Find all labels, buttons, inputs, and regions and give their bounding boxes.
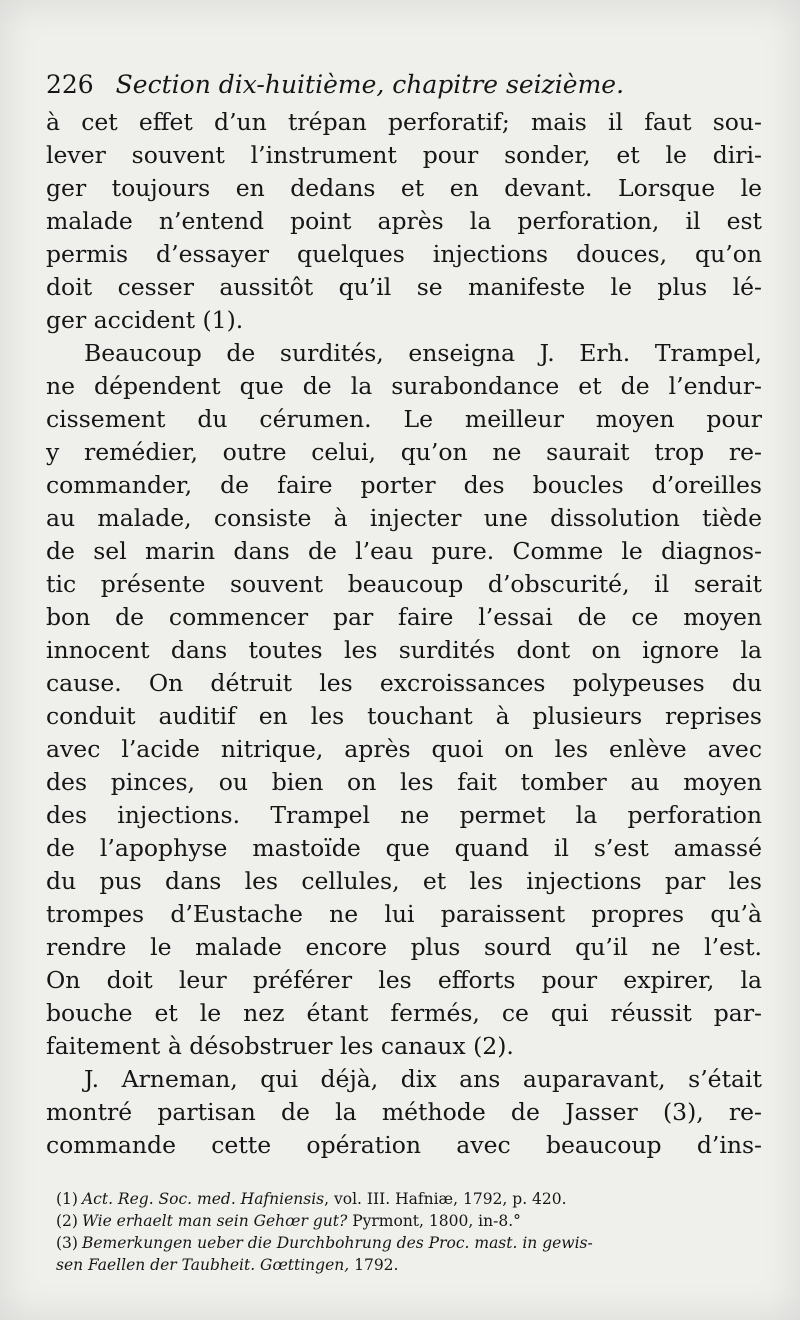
footnote-reference: Act. Reg. Soc. med. Hafniensis bbox=[81, 1190, 325, 1208]
text-line: bon de commencer par faire l’essai de ce moyen bbox=[46, 603, 762, 631]
text-line: montré partisan de la méthode de Jasser (3), re- bbox=[46, 1098, 762, 1126]
text-line: lever souvent l’instrument pour sonder, et le diri- bbox=[46, 141, 762, 169]
text-line: innocent dans toutes les surdités dont on ignore la bbox=[46, 636, 762, 664]
footnote-reference: sen Faellen der Taubheit. Gœttingen, bbox=[56, 1256, 350, 1274]
text-line: ger toujours en dedans et en devant. Lorsque le bbox=[46, 174, 762, 202]
text-line: au malade, consiste à injecter une dissolution tiède bbox=[46, 504, 762, 532]
footnote-2 bbox=[56, 1210, 762, 1232]
footnote-reference: Wie erhaelt man sein Gehœr gut? bbox=[81, 1212, 348, 1230]
text-line: cause. On détruit les excroissances polypeuses du bbox=[46, 669, 762, 697]
footnote-mark: (1) bbox=[56, 1190, 78, 1208]
footnote-details: 1792. bbox=[349, 1256, 399, 1274]
text-line: trompes d’Eustache ne lui paraissent propres qu’à bbox=[46, 900, 762, 928]
text-line: conduit auditif en les touchant à plusieurs reprises bbox=[46, 702, 762, 730]
text-line: commander, de faire porter des boucles d’oreilles bbox=[46, 471, 762, 499]
text-line: du pus dans les cellules, et les injections par les bbox=[46, 867, 762, 895]
page-number: 226 bbox=[46, 70, 94, 99]
text-line: permis d’essayer quelques injections douces, qu’on bbox=[46, 240, 762, 268]
body-text bbox=[46, 106, 762, 1162]
footnote-1 bbox=[56, 1188, 762, 1210]
text-line: de l’apophyse mastoïde que quand il s’est amassé bbox=[46, 834, 762, 862]
text-line: ger accident (1). bbox=[46, 306, 244, 334]
paragraph-start-line: J. Arneman, qui déjà, dix ans auparavant, s’était bbox=[84, 1065, 762, 1093]
text-line: cissement du cérumen. Le meilleur moyen pour bbox=[46, 405, 762, 433]
footnote-3-continuation bbox=[56, 1254, 762, 1276]
text-line: tic présente souvent beaucoup d’obscurité, il serait bbox=[46, 570, 762, 598]
paragraph-start-line: Beaucoup de surdités, enseigna J. Erh. Trampel, bbox=[84, 339, 762, 367]
text-line: malade n’entend point après la perforation, il est bbox=[46, 207, 762, 235]
text-line: bouche et le nez étant fermés, ce qui réussit par- bbox=[46, 999, 762, 1027]
text-line: des injections. Trampel ne permet la perforation bbox=[46, 801, 762, 829]
text-line: doit cesser aussitôt qu’il se manifeste le plus lé- bbox=[46, 273, 762, 301]
footnotes bbox=[56, 1188, 762, 1276]
text-line: ne dépendent que de la surabondance et de l’endur- bbox=[46, 372, 762, 400]
footnote-reference: Bemerkungen ueber die Durchbohrung des Proc. mast. in gewis- bbox=[81, 1234, 593, 1252]
text-line: avec l’acide nitrique, après quoi on les enlève avec bbox=[46, 735, 762, 763]
footnote-3 bbox=[56, 1232, 762, 1254]
text-line: y remédier, outre celui, qu’on ne saurait trop re- bbox=[46, 438, 762, 466]
footnote-details: Pyrmont, 1800, in-8.° bbox=[347, 1212, 521, 1230]
footnote-mark: (3) bbox=[56, 1234, 78, 1252]
text-line: On doit leur préférer les efforts pour expirer, la bbox=[46, 966, 762, 994]
footnote-mark: (2) bbox=[56, 1212, 78, 1230]
footnote-details: , vol. III. Hafniæ, 1792, p. 420. bbox=[324, 1190, 567, 1208]
text-line: commande cette opération avec beaucoup d’ins- bbox=[46, 1131, 762, 1159]
text-line: de sel marin dans de l’eau pure. Comme le diagnos- bbox=[46, 537, 762, 565]
text-line: faitement à désobstruer les canaux (2). bbox=[46, 1032, 514, 1060]
page-header bbox=[46, 70, 746, 106]
text-line: à cet effet d’un trépan perforatif; mais il faut sou- bbox=[46, 108, 762, 136]
text-line: rendre le malade encore plus sourd qu’il ne l’est. bbox=[46, 933, 762, 961]
text-line: des pinces, ou bien on les fait tomber au moyen bbox=[46, 768, 762, 796]
running-title: Section dix-huitième, chapitre seizième. bbox=[115, 70, 625, 99]
